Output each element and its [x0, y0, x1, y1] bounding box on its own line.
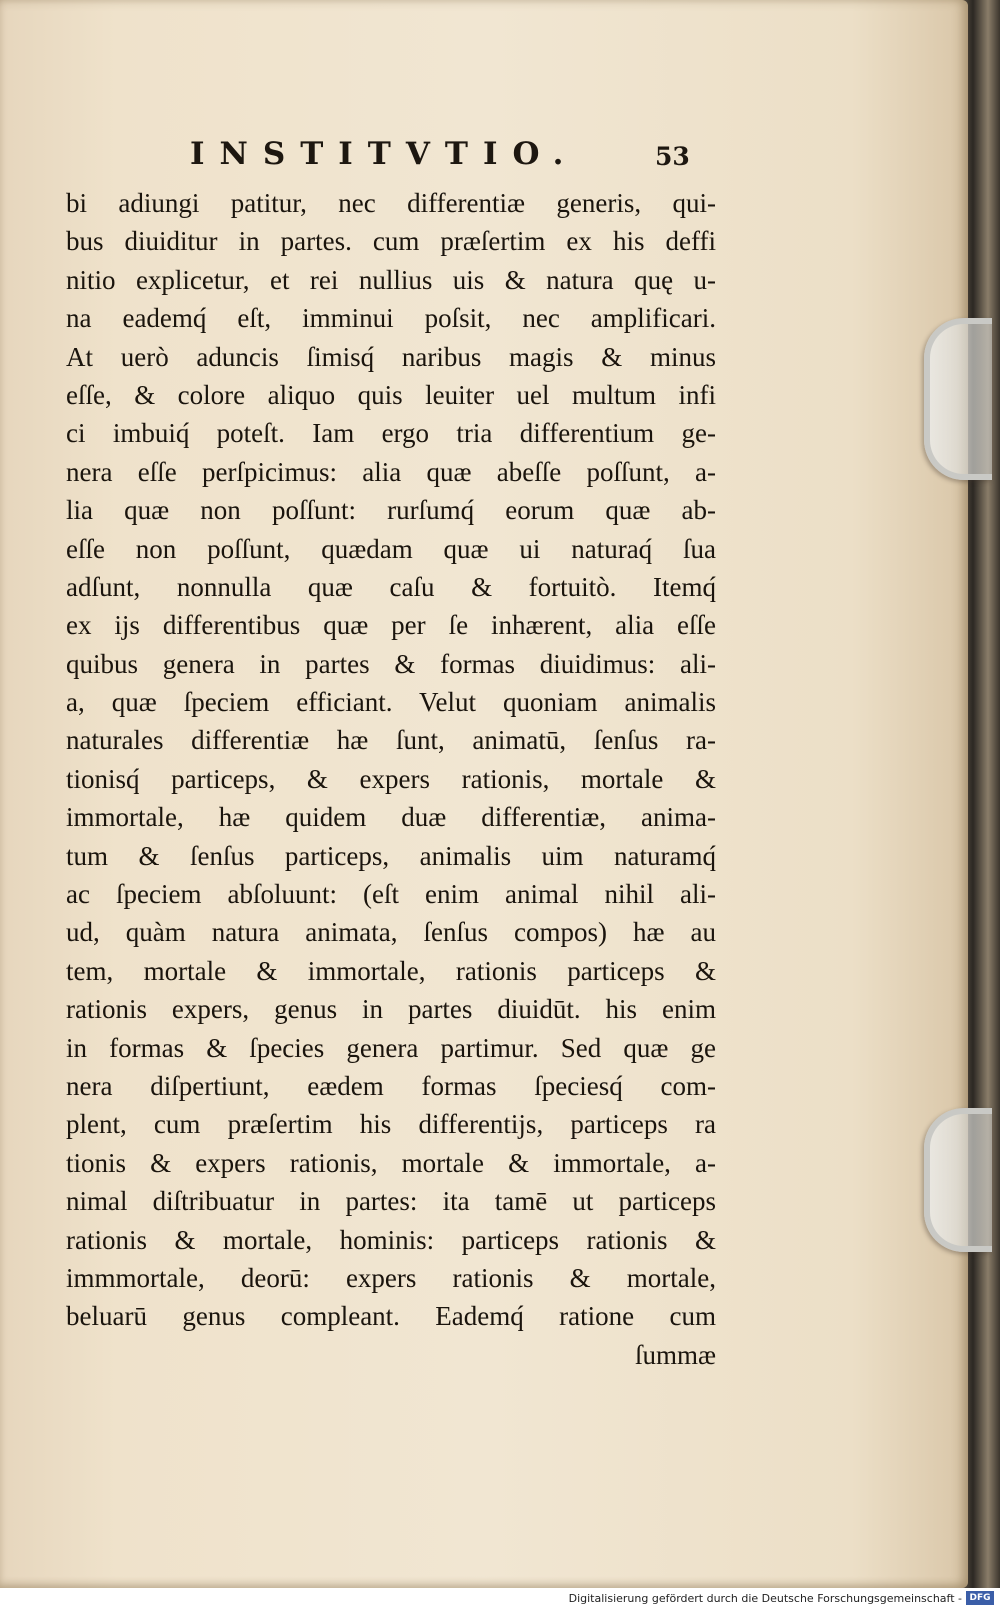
text-line: rationis & mortale, hominis: particeps rationis &: [66, 1224, 716, 1255]
text-line: eſſe non poſſunt, quædam quæ ui naturaq́ ſua: [66, 533, 716, 564]
funding-credit: Digitalisierung gefördert durch die Deutsche Forschungsgemeinschaft -: [568, 1592, 962, 1605]
text-line: ac ſpeciem abſoluunt: (eſt enim animal nihil ali-: [66, 879, 716, 910]
page-number: 53: [655, 142, 690, 171]
text-line: lia quæ non poſſunt: rurſumq́ eorum quæ ab-: [66, 495, 716, 526]
text-line: a, quæ ſpeciem efficiant. Velut quoniam animalis: [66, 687, 716, 718]
text-line: ex ijs differentibus quæ per ſe inhærent, alia eſſe: [66, 610, 716, 641]
text-line: quibus genera in partes & formas diuidimus: ali-: [66, 648, 716, 679]
text-line: nera eſſe perſpicimus: alia quæ abeſſe poſſunt, a-: [66, 456, 716, 487]
text-line: tem, mortale & immortale, rationis particeps &: [66, 955, 716, 986]
dfg-logo: DFG: [966, 1591, 994, 1605]
body-text: [66, 184, 716, 1374]
text-line: ud, quàm natura animata, ſenſus compos) hæ au: [66, 917, 716, 948]
text-line: nitio explicetur, et rei nullius uis & natura quę u-: [66, 264, 716, 295]
page-clip-top: [924, 318, 992, 480]
text-line: nimal diſtribuatur in partes: ita tamē ut particeps: [66, 1186, 716, 1217]
text-line: eſſe, & colore aliquo quis leuiter uel multum infi: [66, 379, 716, 410]
text-line: bi adiungi patitur, nec differentiæ generis, qui-: [66, 188, 716, 218]
text-line: bus diuiditur in partes. cum præſertim ex his deffi: [66, 226, 716, 257]
text-line: immmortale, deorū: expers rationis & mortale,: [66, 1262, 716, 1293]
text-line: tionis & expers rationis, mortale & immortale, a-: [66, 1147, 716, 1178]
text-line: plent, cum præſertim his differentijs, particeps ra: [66, 1109, 716, 1140]
text-line: rationis expers, genus in partes diuidūt. his enim: [66, 994, 716, 1025]
text-line: beluarū genus compleant. Eademq́ ratione cum: [66, 1301, 716, 1332]
catchword: ſummæ: [634, 1339, 716, 1370]
page-clip-bottom: [924, 1108, 992, 1252]
text-line: At uerò aduncis ſimisq́ naribus magis & minus: [66, 341, 716, 372]
text-line: adſunt, nonnulla quæ caſu & fortuitò. Itemq́: [66, 571, 716, 602]
text-line: immortale, hæ quidem duæ differentiæ, anima-: [66, 802, 716, 833]
text-line: ci imbuiq́ poteſt. Iam ergo tria differentium ge-: [66, 418, 716, 449]
text-line: tionisq́ particeps, & expers rationis, mortale &: [66, 763, 716, 794]
text-line: naturales differentiæ hæ ſunt, animatū, ſenſus ra-: [66, 725, 716, 756]
text-line: tum & ſenſus particeps, animalis uim naturamq́: [66, 840, 716, 871]
running-head: INSTITVTIO.: [190, 136, 579, 172]
text-line: in formas & ſpecies genera partimur. Sed quæ ge: [66, 1032, 716, 1063]
text-line: nera diſpertiunt, eædem formas ſpeciesq́ com-: [66, 1070, 716, 1101]
text-line: na eademq́ eſt, imminui poſsit, nec amplificari.: [66, 303, 716, 334]
